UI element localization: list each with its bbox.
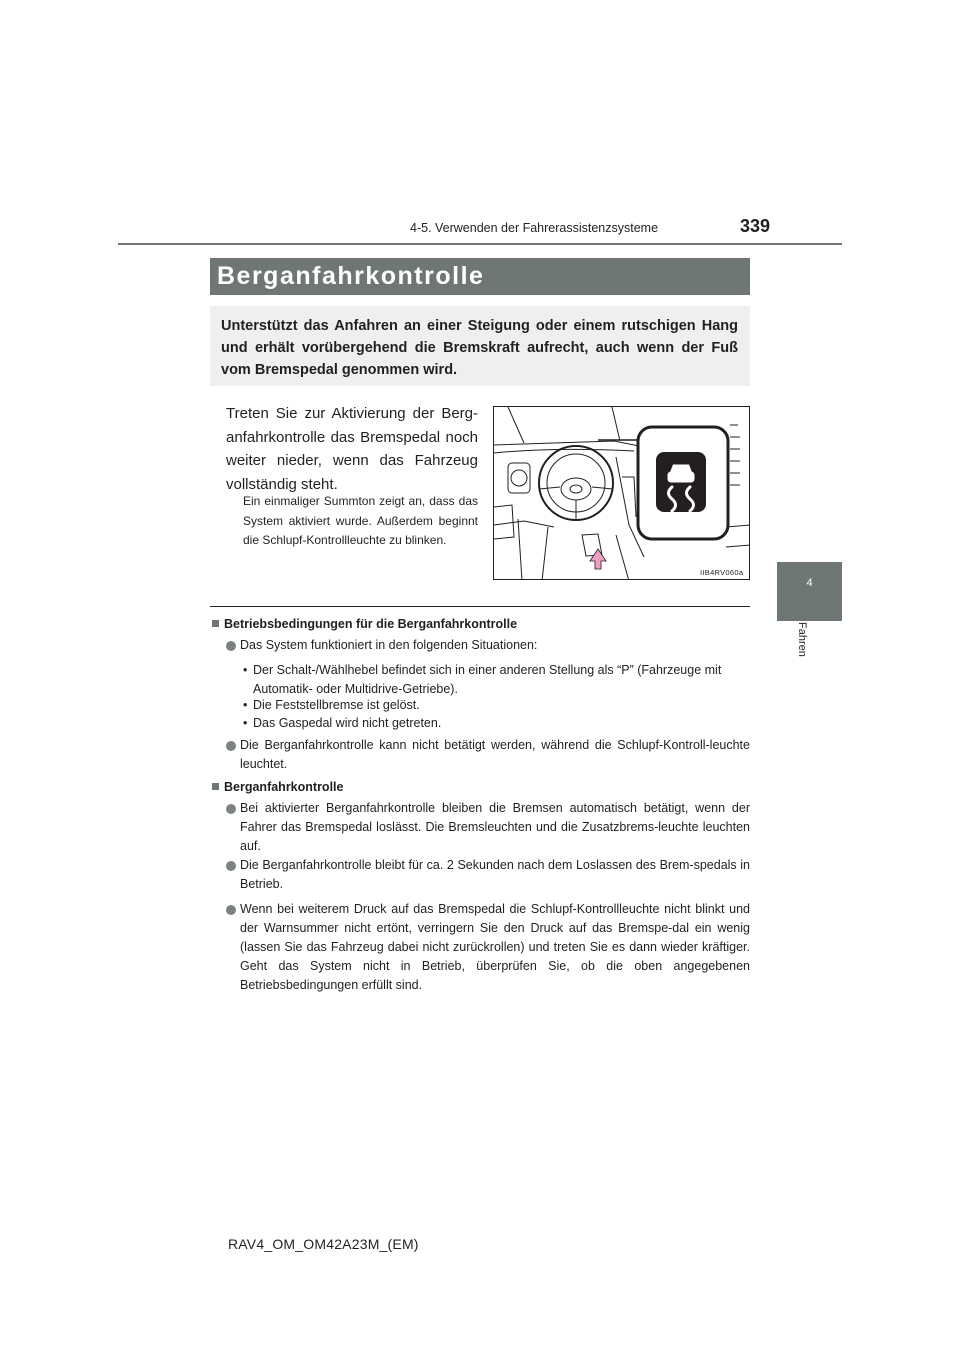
header-rule bbox=[118, 243, 842, 245]
circle-bullet-icon bbox=[226, 861, 236, 871]
document-code-footer: RAV4_OM_OM42A23M_(EM) bbox=[228, 1236, 419, 1252]
dashboard-illustration bbox=[493, 406, 750, 580]
list-item: Wenn bei weiterem Druck auf das Bremspedal die Schlupf-Kontrollleuchte nicht blinkt und der Warnsummer nicht ertönt, verringern Sie den Druck auf das Bremspe-dal ein wenig (lassen Sie das Fahrzeug dabei nicht zurückrollen) und treten Sie es dann wieder kräftiger. Geht das System nicht in Betrieb, überprüfen Sie, ob die oben angegebenen Betriebsbedingungen erfüllt sind. bbox=[240, 902, 750, 992]
sub-bullet-icon: • bbox=[243, 698, 248, 712]
step-instruction: Treten Sie zur Aktivierung der Berg-anfahrkontrolle das Bremspedal noch weiter nieder, wenn das Fahrzeug vollständig steht. bbox=[226, 405, 478, 493]
section-heading-text: Betriebsbedingungen für die Berganfahrkontrolle bbox=[224, 617, 518, 631]
sub-bullet-icon: • bbox=[243, 663, 248, 677]
circle-bullet-icon bbox=[226, 741, 236, 751]
chapter-label: Fahren bbox=[796, 622, 808, 657]
section-heading-conditions bbox=[212, 617, 517, 631]
list-item: Das System funktioniert in den folgenden Situationen: bbox=[240, 638, 538, 652]
section-heading-function bbox=[212, 780, 343, 794]
square-bullet-icon bbox=[212, 620, 219, 627]
circle-bullet-icon bbox=[226, 804, 236, 814]
dashboard-drawing bbox=[494, 407, 750, 580]
list-item: Die Berganfahrkontrolle bleibt für ca. 2 Sekunden nach dem Loslassen des Brem-spedals in Betrieb. bbox=[240, 858, 750, 891]
section-heading-text: Berganfahrkontrolle bbox=[224, 780, 344, 794]
page-number: 339 bbox=[740, 216, 771, 236]
chapter-tab bbox=[777, 562, 842, 621]
sub-bullet-icon: • bbox=[243, 716, 248, 730]
step-note: Ein einmaliger Summton zeigt an, dass das System aktiviert wurde. Außerdem beginnt die Schlupf-Kontrollleuchte zu blinken. bbox=[243, 494, 478, 547]
list-subitem: Der Schalt-/Wählhebel befindet sich in einer anderen Stellung als “P” (Fahrzeuge mit Automatik- oder Multidrive-Getriebe). bbox=[253, 663, 722, 696]
circle-bullet-icon bbox=[226, 641, 236, 651]
page-title: Berganfahrkontrolle bbox=[217, 262, 485, 290]
section-separator bbox=[210, 606, 750, 607]
list-item: Bei aktivierter Berganfahrkontrolle bleiben die Bremsen automatisch betätigt, wenn der Fahrer das Bremspedal loslässt. Die Bremsleuchten und die Zusatzbrems-leuchte leuchten auf. bbox=[240, 801, 750, 853]
running-header-section: 4-5. Verwenden der Fahrerassistenzsysteme bbox=[410, 221, 659, 235]
list-item: Die Berganfahrkontrolle kann nicht betätigt werden, während die Schlupf-Kontroll-leuchte leuchtet. bbox=[240, 738, 750, 771]
square-bullet-icon bbox=[212, 783, 219, 790]
illustration-code: IIB4RV060a bbox=[700, 568, 744, 577]
intro-text: Unterstützt das Anfahren an einer Steigung oder einem rutschigen Hang und erhält vorübergehend die Bremskraft aufrecht, auch wenn der Fuß vom Bremspedal genommen wird. bbox=[221, 318, 738, 378]
list-subitem: Das Gaspedal wird nicht getreten. bbox=[253, 716, 442, 730]
circle-bullet-icon bbox=[226, 905, 236, 915]
list-subitem: Die Feststellbremse ist gelöst. bbox=[253, 698, 420, 712]
chapter-number: 4 bbox=[806, 577, 813, 589]
